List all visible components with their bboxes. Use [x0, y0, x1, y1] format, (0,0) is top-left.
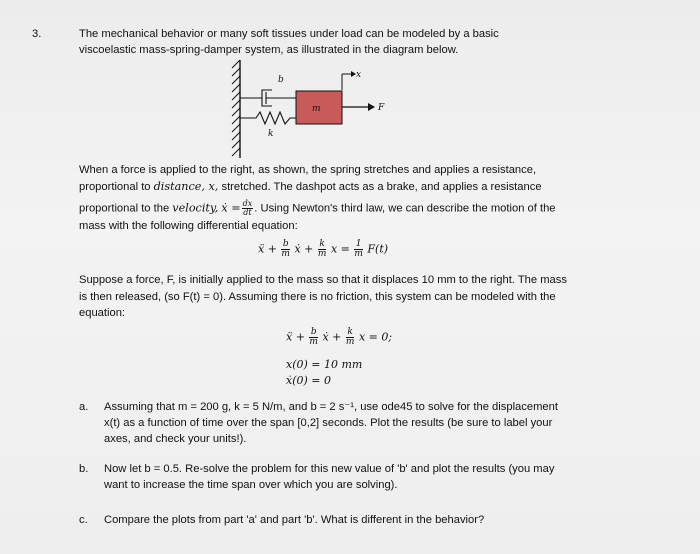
- part-a-label: a.: [79, 401, 89, 413]
- description-line-2: proportional to distance, x, stretched. The dashpot acts as a brake, and applies a resistance: [79, 180, 542, 193]
- wall-hatching: [232, 60, 240, 156]
- label-k: k: [268, 129, 274, 139]
- description-line-3: proportional to the velocity, ẋ = $\frac{dx}{dt}$ . Using Newton's third law, we can describe the motion of the: [79, 199, 556, 217]
- initial-condition-velocity: ẋ(0) = 0: [286, 374, 331, 387]
- description-line-4: mass with the following differential equation:: [79, 220, 298, 232]
- label-x: x: [356, 70, 362, 80]
- suppose-line-2: is then released, (so F(t) = 0). Assuming there is no friction, this system can be modeled with the: [79, 291, 556, 303]
- part-c-label: c.: [79, 514, 88, 526]
- intro-line-2: viscoelastic mass-spring-damper system, as illustrated in the diagram below.: [79, 44, 459, 56]
- free-vibration-equation: ẍ + $\frac{b}{m}$ ẋ + $\frac{k}{m}$ x = 0;: [286, 327, 393, 347]
- initial-condition-position: x(0) = 10 mm: [286, 358, 363, 371]
- part-b-label: b.: [79, 463, 89, 475]
- differential-equation: ẍ + $\frac{b}{m}$ ẋ + $\frac{k}{m}$ x = $\frac{1}{m}$ F(t): [258, 239, 389, 259]
- label-F: F: [378, 103, 385, 113]
- dx-dt-fraction: $\frac{dx}{dt}$: [242, 199, 253, 217]
- part-a-line-2: x(t) as a function of time over the span [0,2] seconds. Plot the results (be sure to label your: [104, 417, 553, 429]
- part-c-line-1: Compare the plots from part 'a' and part 'b'. What is different in the behavior?: [104, 514, 485, 526]
- suppose-line-1: Suppose a force, F, is initially applied to the mass so that it displaces 10 mm to the right. The mass: [79, 274, 567, 286]
- dashpot: [240, 90, 296, 106]
- part-a-line-1: Assuming that m = 200 g, k = 5 N/m, and b = 2 s⁻¹, use ode45 to solve for the displacement: [104, 401, 558, 413]
- part-b-line-2: want to increase the time span over which you are solving).: [104, 479, 398, 491]
- label-m: m: [312, 104, 321, 114]
- intro-line-1: The mechanical behavior or many soft tissues under load can be modeled by a basic: [79, 28, 499, 40]
- label-b: b: [278, 75, 284, 85]
- part-b-line-1: Now let b = 0.5. Re-solve the problem for this new value of 'b' and plot the results (you may: [104, 463, 555, 475]
- problem-number: 3.: [32, 28, 42, 40]
- suppose-line-3: equation:: [79, 307, 126, 319]
- description-line-1: When a force is applied to the right, as shown, the spring stretches and applies a resistance,: [79, 164, 537, 176]
- spring: [240, 112, 296, 124]
- force-arrow-head: [368, 103, 375, 111]
- part-a-line-3: axes, and check your units!).: [104, 433, 247, 445]
